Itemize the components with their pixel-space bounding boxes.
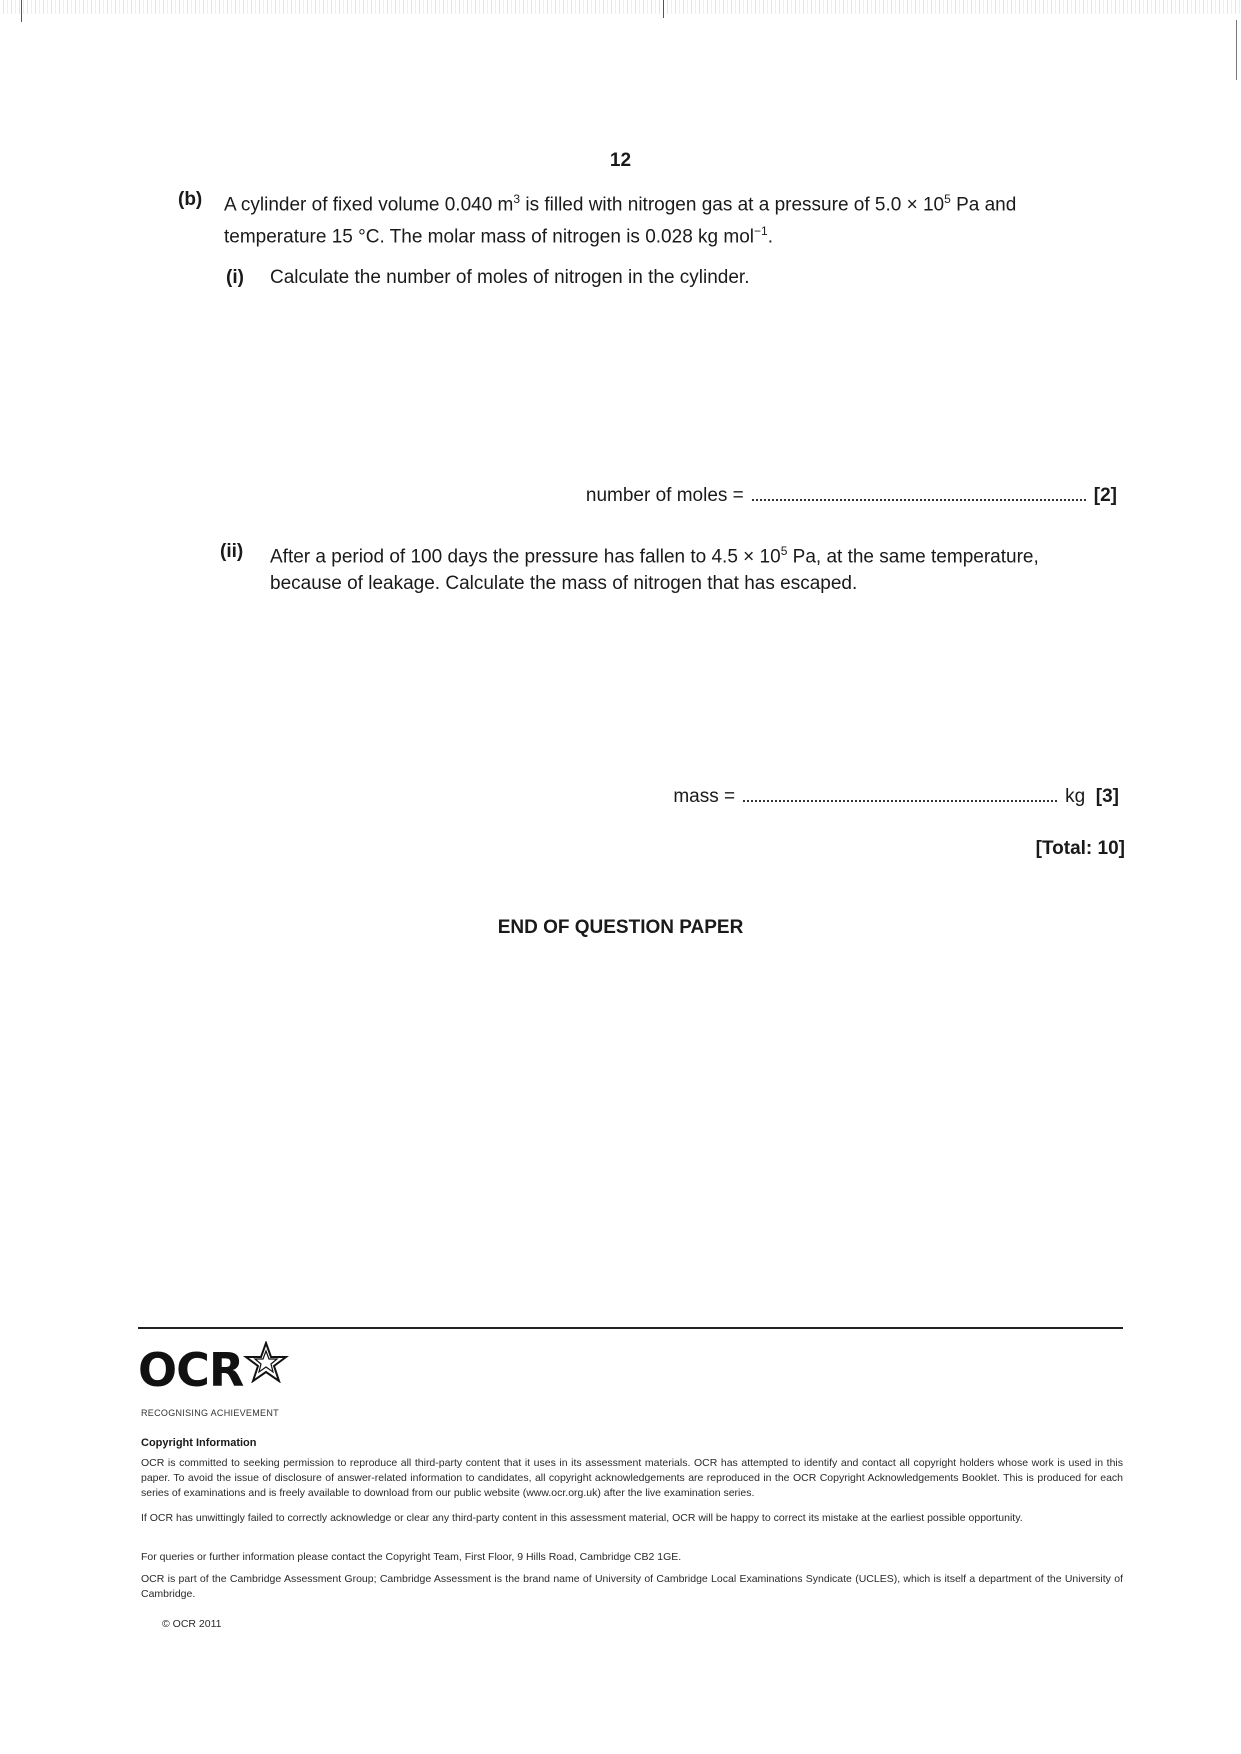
answer-prefix: number of moles = <box>585 485 744 506</box>
copyright-paragraph: OCR is part of the Cambridge Assessment Group; Cambridge Assessment is the brand name of University of Cambridge Local Examinations Syndicate (UCLES), which is itself a department of the University of Cambridge. <box>141 1573 1123 1600</box>
scan-mark <box>663 0 664 18</box>
copyright-title: Copyright Information <box>141 1437 257 1449</box>
part-ii-line-2: because of leakage. Calculate the mass of nitrogen that has escaped. <box>270 573 858 595</box>
question-b-line-2: temperature 15 °C. The molar mass of nitrogen is 0.028 kg mol$^{-1}$. <box>224 224 773 248</box>
answer-prefix: mass = <box>673 786 736 807</box>
question-b-label <box>178 186 202 213</box>
logo-tagline: RECOGNISING ACHIEVEMENT <box>141 1408 279 1418</box>
question-b-line-1: A cylinder of fixed volume 0.040 $m^3$ is filled with nitrogen gas at a pressure of $5.0 \times 10^5$ Pa and <box>224 192 1017 216</box>
total-marks: [Total: 10] <box>1035 838 1125 859</box>
answer-blank[interactable] <box>752 485 1086 501</box>
scan-edge-line <box>1236 20 1237 80</box>
question-b-text <box>224 186 1124 251</box>
answer-line-moles <box>586 485 1117 507</box>
page-number: 12 <box>609 150 632 171</box>
copyright-paragraph: For queries or further information please contact the Copyright Team, First Floor, 9 Hills Road, Cambridge CB2 1GE. <box>141 1551 682 1563</box>
footer-divider <box>138 1327 1123 1329</box>
part-ii-line-1: After a period of 100 days the pressure has fallen to $4.5 \times 10^5$ Pa, at the same temperature, <box>270 544 1039 568</box>
star-icon <box>242 1341 290 1383</box>
ocr-logo: OCR <box>138 1343 318 1413</box>
scan-header-noise <box>0 0 1241 14</box>
marks-label: [3] <box>1095 786 1119 807</box>
answer-blank[interactable] <box>743 786 1057 802</box>
copyright-paragraph: If OCR has unwittingly failed to correctly acknowledge or clear any third-party content in this assessment material, OCR will be happy to correct its mistake at the earliest possible opportunity. <box>141 1512 1023 1524</box>
answer-unit: kg <box>1065 786 1086 807</box>
marks-label: [2] <box>1093 485 1117 506</box>
part-i-text: Calculate the number of moles of nitrogen in the cylinder. <box>270 267 750 288</box>
copyright-year: © OCR 2011 <box>162 1618 222 1630</box>
answer-line-mass <box>673 786 1119 808</box>
copyright-paragraph: OCR is committed to seeking permission to reproduce all third-party content that it uses in its assessment materials. OCR has attempted to identify and contact all copyright holders whose work is used in this paper. To avoid the issue of disclosure of answer-related information to candidates, all copyright acknowledgements are reproduced in the OCR Copyright Acknowledgements Booklet. This is produced for each series of examinations and is freely available to download from our public website (www.ocr.org.uk) after the live examination series. <box>141 1457 1123 1499</box>
part-ii-text <box>270 538 1130 597</box>
scan-mark <box>21 0 22 22</box>
question-label: (b) <box>178 189 203 210</box>
part-ii-label: (ii) <box>220 541 244 562</box>
part-i-label: (i) <box>226 267 244 288</box>
end-of-paper: END OF QUESTION PAPER <box>497 917 744 938</box>
